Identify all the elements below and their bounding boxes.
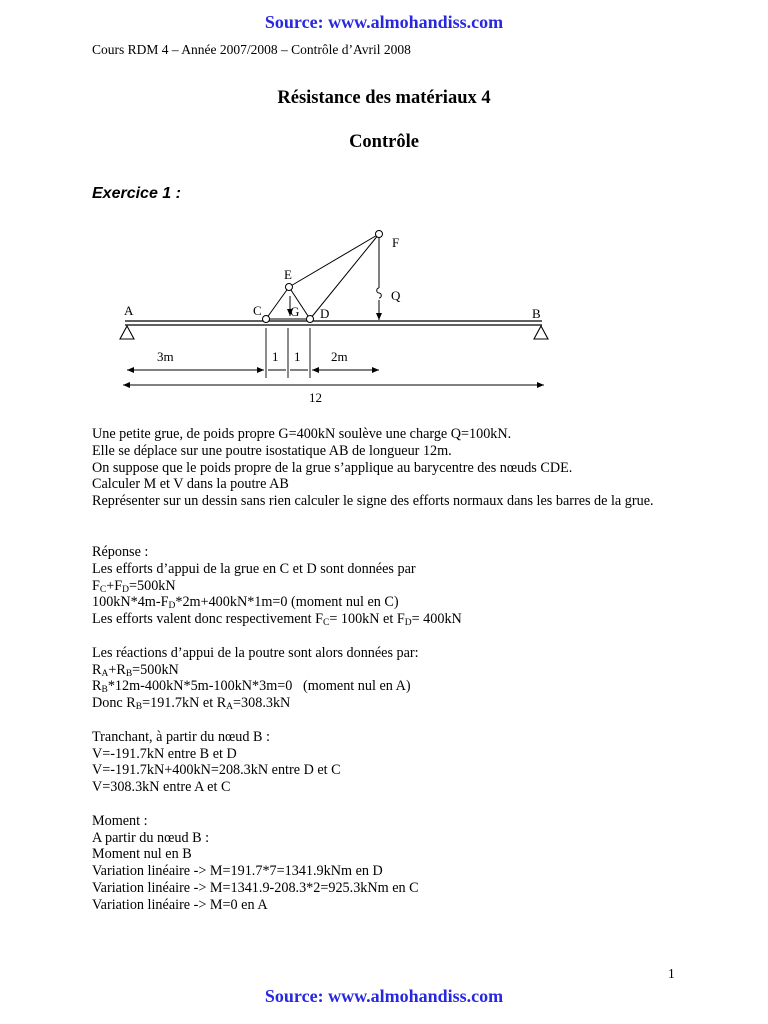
label-a: A bbox=[124, 303, 134, 318]
label-q: Q bbox=[391, 288, 401, 303]
course-header: Cours RDM 4 – Année 2007/2008 – Contrôle d’Avril 2008 bbox=[92, 42, 411, 57]
label-b: B bbox=[532, 306, 541, 321]
moment-line: A partir du nœud B : bbox=[92, 829, 210, 846]
equation-moment-a: $R_B*12m-400kN*5m-100kN*3m=0$ (moment nul en A) bbox=[92, 678, 411, 696]
equation-result-fc-fd: Les efforts valent donc respectivement $F_C= 100kN$ et $F_D= 400kN$ bbox=[92, 611, 462, 629]
support-a bbox=[120, 326, 134, 339]
node-f bbox=[376, 231, 383, 238]
statement-line: On suppose que le poids propre de la grue s’applique au barycentre des nœuds CDE. bbox=[92, 459, 573, 476]
answer-section bbox=[92, 544, 692, 914]
moment-heading: Moment : bbox=[92, 812, 148, 829]
source-banner-top: Source: www.almohandiss.com bbox=[264, 12, 504, 32]
node-c bbox=[263, 316, 270, 323]
exercise-heading: Exercice 1 : bbox=[92, 185, 181, 202]
answer-heading: Réponse : bbox=[92, 544, 149, 560]
moment-line: Variation linéaire -> M=191.7*7=1341.9kNm en D bbox=[92, 863, 383, 880]
member-ce bbox=[266, 287, 289, 319]
shear-heading: Tranchant, à partir du nœud B : bbox=[92, 728, 270, 745]
hook-icon bbox=[377, 288, 382, 298]
answer-intro: Les efforts d’appui de la grue en C et D sont données par bbox=[92, 560, 416, 577]
equation-result-ra-rb: Donc $R_B=191.7kN$ et $R_A=308.3kN$ bbox=[92, 695, 291, 713]
reactions-intro: Les réactions d’appui de la poutre sont alors données par: bbox=[92, 644, 419, 661]
dim-label-2m: 2m bbox=[331, 349, 348, 364]
moment-line: Variation linéaire -> M=0 en A bbox=[92, 896, 268, 913]
label-f: F bbox=[392, 235, 400, 250]
support-b bbox=[534, 326, 548, 339]
equation-ra-rb: $R_A+R_B=500kN$ bbox=[92, 661, 179, 679]
moment-line: Moment nul en B bbox=[92, 846, 192, 863]
equation-moment-c: $100kN*4m-F_D*2m+400kN*1m=0$ (moment nul en C) bbox=[92, 594, 399, 612]
shear-line: V=308.3kN entre A et C bbox=[92, 779, 231, 796]
statement-line: Une petite grue, de poids propre G=400kN soulève une charge Q=100kN. bbox=[92, 426, 512, 442]
statement-line: Elle se déplace sur une poutre isostatique AB de longueur 12m. bbox=[92, 442, 452, 459]
label-d: D bbox=[320, 306, 330, 321]
shear-line: V=-191.7kN+400kN=208.3kN entre D et C bbox=[92, 762, 341, 779]
dim-label-1a: 1 bbox=[272, 349, 279, 364]
statement-line: Calculer M et V dans la poutre AB bbox=[92, 476, 289, 493]
label-e: E bbox=[284, 267, 292, 282]
equation-fc-fd: $F_C+F_D=500kN$ bbox=[92, 577, 176, 595]
dim-label-12: 12 bbox=[309, 390, 322, 405]
statement-line: Représenter sur un dessin sans rien calculer le signe des efforts normaux dans les barres de la grue. bbox=[92, 493, 654, 510]
page-number: 1 bbox=[668, 966, 675, 981]
moment-line: Variation linéaire -> M=1341.9-208.3*2=925.3kNm en C bbox=[92, 879, 419, 896]
label-c: C bbox=[253, 303, 262, 318]
exercise-statement bbox=[92, 426, 692, 510]
dim-label-1b: 1 bbox=[294, 349, 301, 364]
node-d bbox=[307, 316, 314, 323]
page-title: Résistance des matériaux 4 bbox=[277, 88, 491, 108]
crane-beam-diagram bbox=[0, 215, 768, 415]
node-e bbox=[286, 284, 293, 291]
dim-label-3m: 3m bbox=[157, 349, 174, 364]
page-subtitle: Contrôle bbox=[349, 132, 419, 152]
shear-line: V=-191.7kN entre B et D bbox=[92, 745, 237, 762]
member-ef bbox=[289, 234, 379, 287]
label-g: G bbox=[290, 304, 300, 319]
source-banner-bottom: Source: www.almohandiss.com bbox=[264, 986, 504, 1006]
